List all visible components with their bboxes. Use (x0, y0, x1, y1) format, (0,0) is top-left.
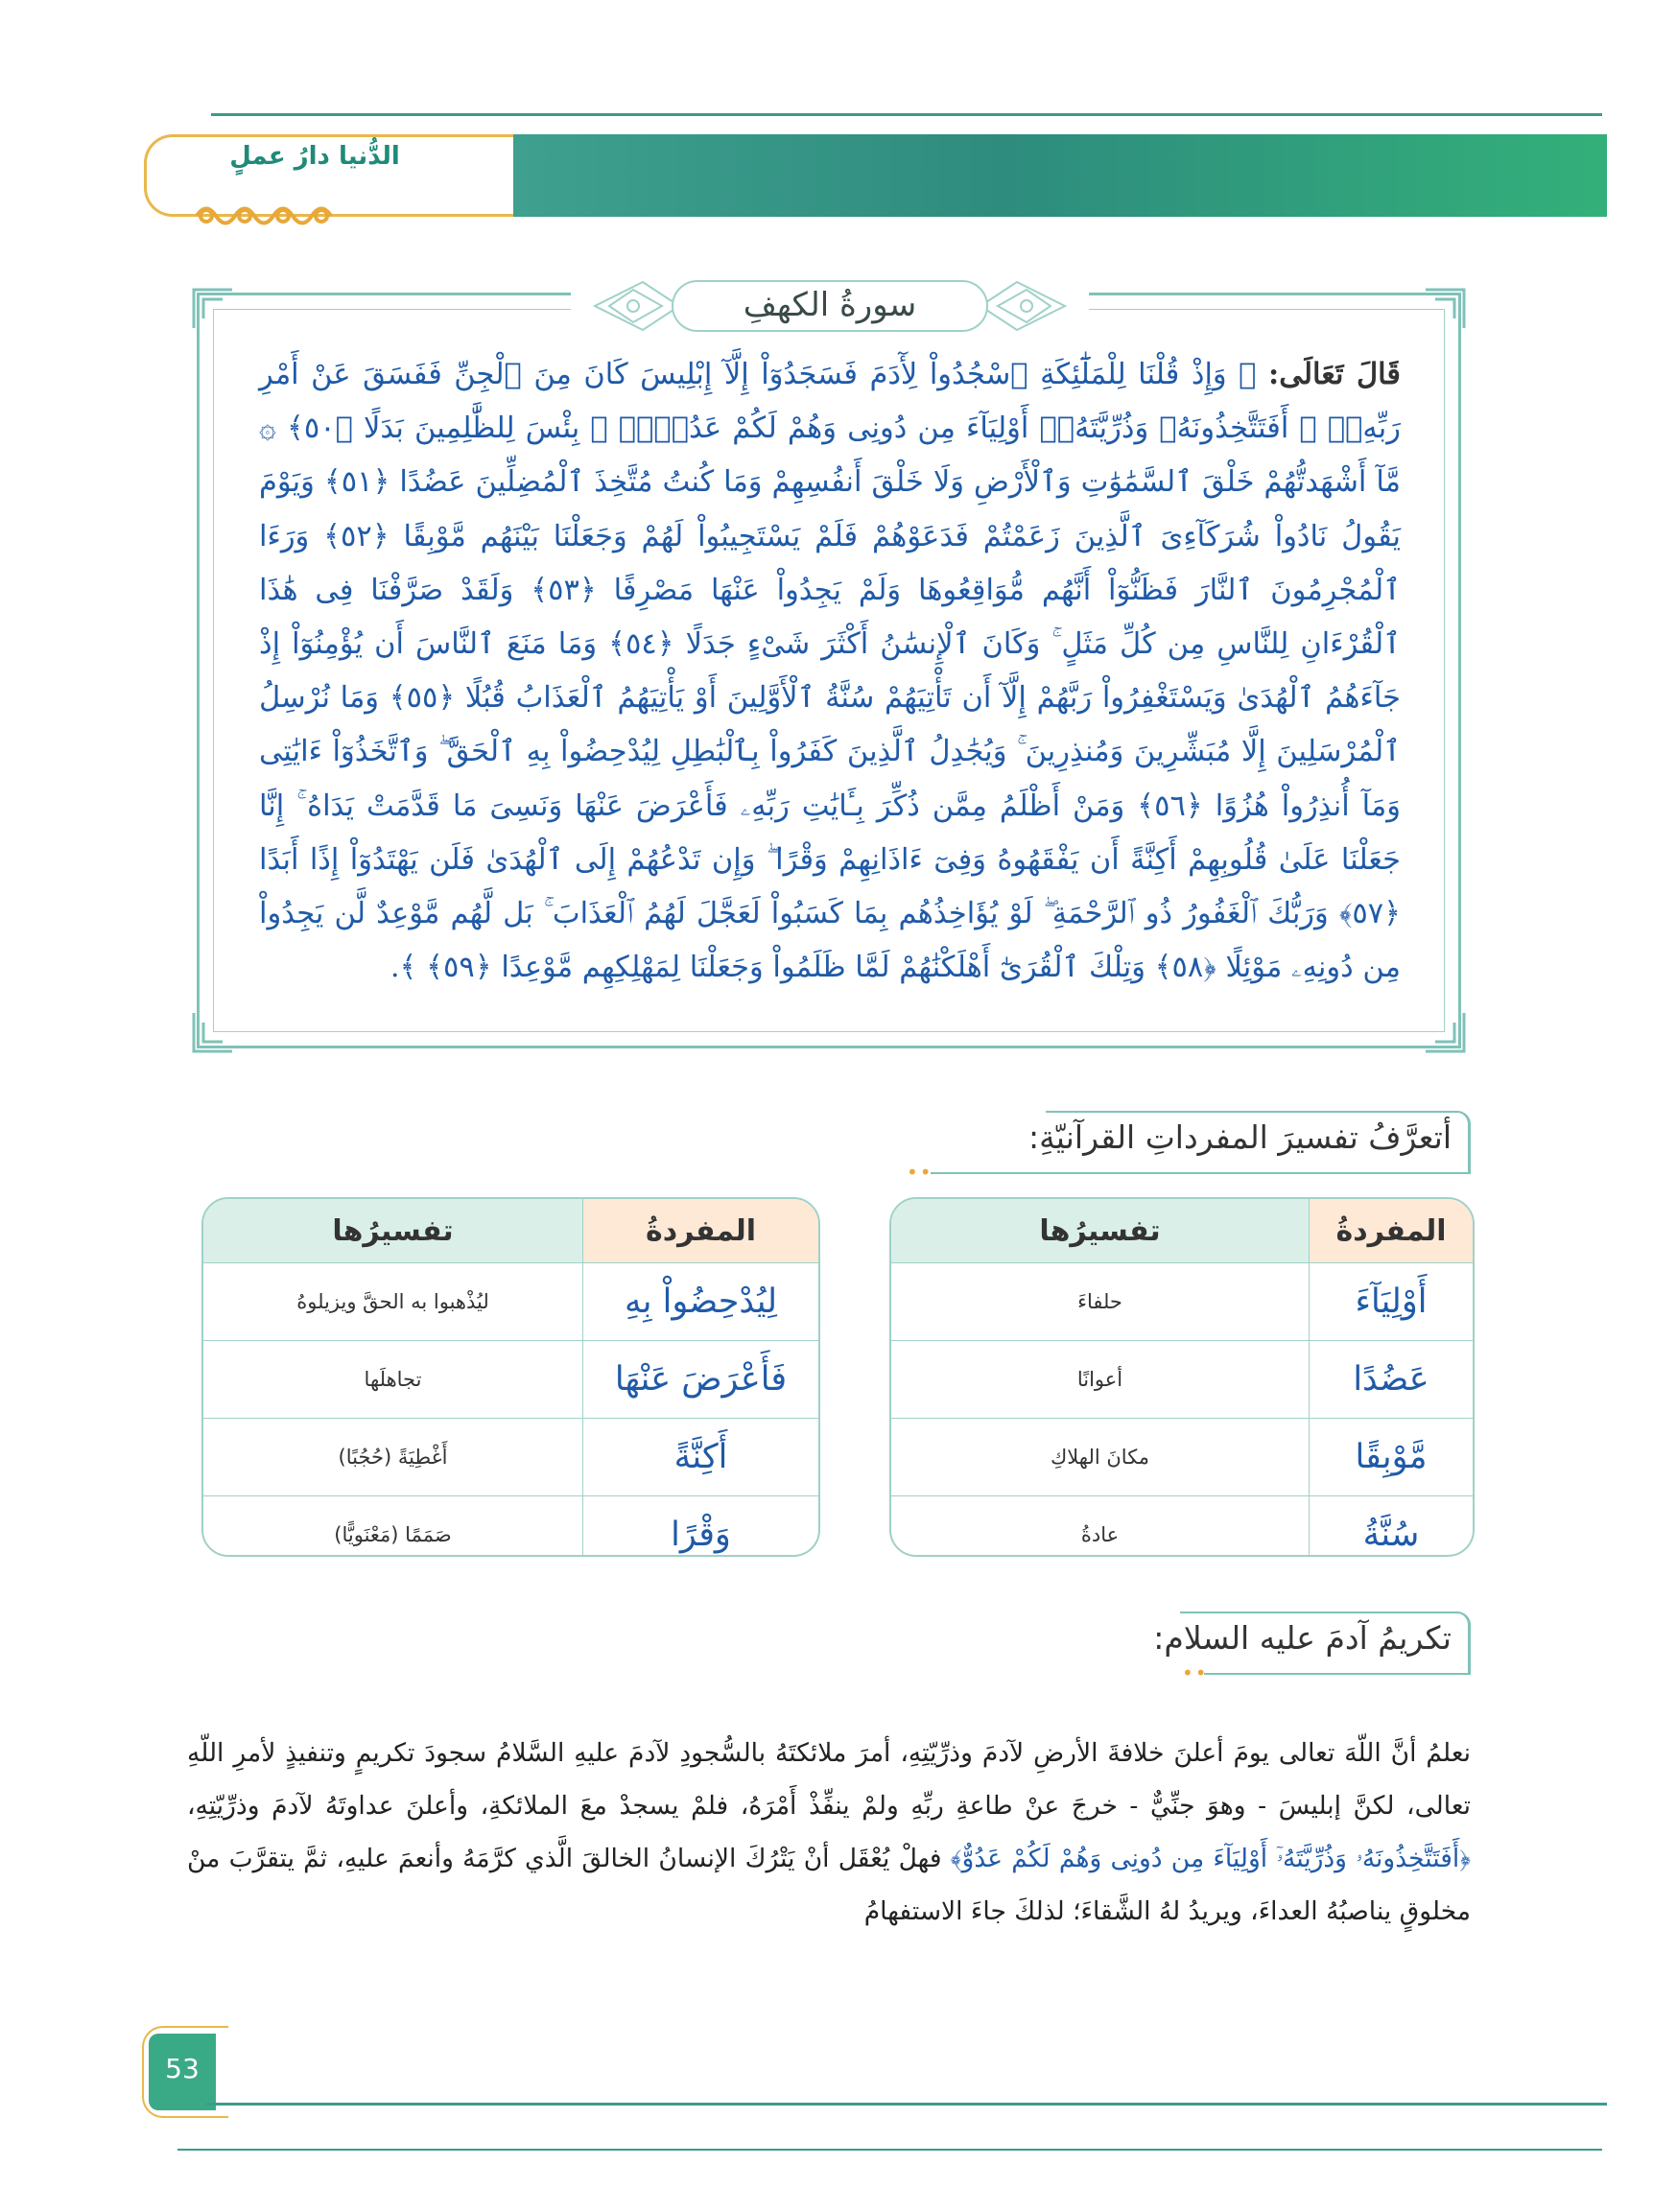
footer-line (177, 2149, 1602, 2151)
table-row (203, 1419, 818, 1496)
paragraph-part2: فهلْ يُعْقَل أنْ يَتْرُكَ الإنسانُ الخالقَ الَّذي كرَّمَهُ وأنعمَ عليهِ، ثمَّ يتقرَّبَ منْ مخلوقٍ يناصبُهُ العداءَ، ويريدُ لهُ الشَّقاءَ؛ لذلكَ جاءَ الاستفهامُ (187, 1844, 1471, 1926)
vocab-word: فَأَعْرَضَ عَنْهَا (583, 1341, 819, 1419)
column-header-meaning: تفسيرُها (891, 1199, 1310, 1263)
vocab-meaning: تجاهلَها (203, 1341, 583, 1419)
surah-verses (259, 347, 1401, 995)
column-header-meaning: تفسيرُها (203, 1199, 583, 1263)
paragraph-part1: نعلمُ أنَّ اللّهَ تعالى يومَ أعلنَ خلافةَ الأرضِ لآدمَ وذرِّيّتِهِ، أمرَ ملائكتَهُ بالسُّجودِ لآدمَ عليهِ السَّلامُ سجودَ تكريمٍ وتنفيذٍ لأمرِ اللّهِ تعالى، لكنَّ إبليسَ - وهوَ جنِّيٌّ - خرجَ عنْ طاعةِ ربِّهِ ولمْ ينفِّذْ أَمْرَهُ، فلمْ يسجدْ معَ الملائكةِ، وأعلنَ عداوتَهُ لآدمَ وذرِّيّتِهِ، (187, 1738, 1471, 1821)
vocab-meaning: مكانَ الهلاكِ (891, 1419, 1310, 1496)
frame-corner-icon (190, 286, 236, 332)
vocab-word: وَقْرًا (583, 1496, 819, 1558)
table-row (891, 1263, 1473, 1341)
unit-title: الدُّنيا دارُ عملٍ (229, 142, 400, 171)
table-row (891, 1341, 1473, 1419)
adam-paragraph (187, 1727, 1471, 1938)
vocab-meaning: أعوانًا (891, 1341, 1310, 1419)
frame-corner-icon (1422, 286, 1468, 332)
vocab-meaning: عادةُ (891, 1496, 1310, 1558)
paragraph-quote: ﴿أَفَتَتَّخِذُونَهُۥ وَذُرِّيَّتَهُۥٓ أَوْلِيَآءَ مِن دُونِى وَهُمْ لَكُمْ عَدُوٌّ﴾ (950, 1844, 1471, 1873)
table-row (203, 1496, 818, 1558)
table-row (203, 1341, 818, 1419)
vocab-meaning: ليُذْهبوا به الحقَّ ويزيلوهُ (203, 1263, 583, 1341)
vocab-meaning: حلفاءَ (891, 1263, 1310, 1341)
vocab-heading-underline (931, 1172, 1471, 1174)
column-header-word: المفردةُ (1310, 1199, 1474, 1263)
header-top-line (211, 113, 1602, 116)
vocab-word: عَضُدًا (1310, 1341, 1474, 1419)
vocab-word: سُنَّةُ (1310, 1496, 1474, 1558)
glossary-table-left (201, 1197, 820, 1557)
column-header-word: المفردةُ (583, 1199, 819, 1263)
table-row (203, 1263, 818, 1341)
table-row (891, 1419, 1473, 1496)
adam-heading: تكريمُ آدمَ عليه السلام: (1153, 1619, 1452, 1657)
surah-title: سورةُ الكهفِ (743, 286, 917, 324)
page-number: 53 (165, 2053, 200, 2084)
header-band (513, 134, 1607, 217)
vocab-heading: أتعرَّفُ تفسيرَ المفرداتِ القرآنيّةِ: (1027, 1118, 1452, 1156)
heading-dots-icon: •• (1182, 1661, 1209, 1684)
vocab-word: مَّوْبِقًا (1310, 1419, 1474, 1496)
vocab-meaning: أَغْطِيَةً (حُجُبًا) (203, 1419, 583, 1496)
header-ornament-icon (192, 197, 336, 235)
verses-intro: قَالَ تَعَالَى: (1268, 357, 1401, 391)
vocab-word: أَوْلِيَآءَ (1310, 1263, 1474, 1341)
vocab-meaning: صَمَمًا (مَعْنَويًّا) (203, 1496, 583, 1558)
frame-corner-icon (1422, 1009, 1468, 1055)
adam-heading-underline (1204, 1673, 1471, 1675)
verses-text: ﴿ وَإِذْ قُلْنَا لِلْمَلَٰٓئِكَةِ ٱسْجُدُواْ لِأٓدَمَ فَسَجَدُوٓاْ إِلَّآ إِبْلِيسَ كَانَ مِنَ ٱلْجِنِّ فَفَسَقَ عَنْ أَمْرِ رَبِّهِۦٓ ۗ أَفَتَتَّخِذُونَهُۥ وَذُرِّيَّتَهُۥٓ أَوْلِيَآءَ مِن دُونِى وَهُمْ لَكُمْ عَدُوٌّۢ ۚ بِئْسَ لِلظَّٰلِمِينَ بَدَلًا ﴿٥٠﴾ ۞ مَّآ أَشْهَدتُّهُمْ خَلْقَ ٱلسَّمَٰوَٰتِ وَٱلْأَرْضِ وَلَا خَلْقَ أَنفُسِهِمْ وَمَا كُنتُ مُتَّخِذَ ٱلْمُضِلِّينَ عَضُدًا ﴿٥١﴾ وَيَوْمَ يَقُولُ نَادُواْ شُرَكَآءِىَ ٱلَّذِينَ زَعَمْتُمْ فَدَعَوْهُمْ فَلَمْ يَسْتَجِيبُواْ لَهُمْ وَجَعَلْنَا بَيْنَهُم مَّوْبِقًا ﴿٥٢﴾ وَرَءَا ٱلْمُجْرِمُونَ ٱلنَّارَ فَظَنُّوٓاْ أَنَّهُم مُّوَاقِعُوهَا وَلَمْ يَجِدُواْ عَنْهَا مَصْرِفًا ﴿٥٣﴾ وَلَقَدْ صَرَّفْنَا فِى هَٰذَا ٱلْقُرْءَانِ لِلنَّاسِ مِن كُلِّ مَثَلٍ ۚ وَكَانَ ٱلْإِنسَٰنُ أَكْثَرَ شَىْءٍ جَدَلًا ﴿٥٤﴾ وَمَا مَنَعَ ٱلنَّاسَ أَن يُؤْمِنُوٓاْ إِذْ جَآءَهُمُ ٱلْهُدَىٰ وَيَسْتَغْفِرُواْ رَبَّهُمْ إِلَّآ أَن تَأْتِيَهُمْ سُنَّةُ ٱلْأَوَّلِينَ أَوْ يَأْتِيَهُمُ ٱلْعَذَابُ قُبُلًا ﴿٥٥﴾ وَمَا نُرْسِلُ ٱلْمُرْسَلِينَ إِلَّا مُبَشِّرِينَ وَمُنذِرِينَ ۚ وَيُجَٰدِلُ ٱلَّذِينَ كَفَرُواْ بِٱلْبَٰطِلِ لِيُدْحِضُواْ بِهِ ٱلْحَقَّ ۖ وَٱتَّخَذُوٓاْ ءَايَٰتِى وَمَآ أُنذِرُواْ هُزُوًا ﴿٥٦﴾ وَمَنْ أَظْلَمُ مِمَّن ذُكِّرَ بِـَٔايَٰتِ رَبِّهِۦ فَأَعْرَضَ عَنْهَا وَنَسِىَ مَا قَدَّمَتْ يَدَاهُ ۚ إِنَّا جَعَلْنَا عَلَىٰ قُلُوبِهِمْ أَكِنَّةً أَن يَفْقَهُوهُ وَفِىٓ ءَاذَانِهِمْ وَقْرًا ۖ وَإِن تَدْعُهُمْ إِلَى ٱلْهُدَىٰ فَلَن يَهْتَدُوٓاْ إِذًا أَبَدًا ﴿٥٧﴾ وَرَبُّكَ ٱلْغَفُورُ ذُو ٱلرَّحْمَةِ ۖ لَوْ يُؤَاخِذُهُم بِمَا كَسَبُواْ لَعَجَّلَ لَهُمُ ٱلْعَذَابَ ۚ بَل لَّهُم مَّوْعِدٌ لَّن يَجِدُواْ مِن دُونِهِۦ مَوْئِلًا ﴿٥٨﴾ وَتِلْكَ ٱلْقُرَىٰٓ أَهْلَكْنَٰهُمْ لَمَّا ظَلَمُواْ وَجَعَلْنَا لِمَهْلِكِهِم مَّوْعِدًا ﴿٥٩﴾ ﴾. (259, 358, 1402, 985)
heading-dots-icon: •• (907, 1161, 933, 1184)
frame-corner-icon (190, 1009, 236, 1055)
banner-ornament-icon (979, 278, 1084, 334)
table-row (891, 1496, 1473, 1558)
footer-line (206, 2103, 1607, 2106)
vocab-word: أَكِنَّةً (583, 1419, 819, 1496)
vocab-word: لِيُدْحِضُواْ بِهِ (583, 1263, 819, 1341)
glossary-table-right (889, 1197, 1475, 1557)
banner-ornament-icon (576, 278, 681, 334)
